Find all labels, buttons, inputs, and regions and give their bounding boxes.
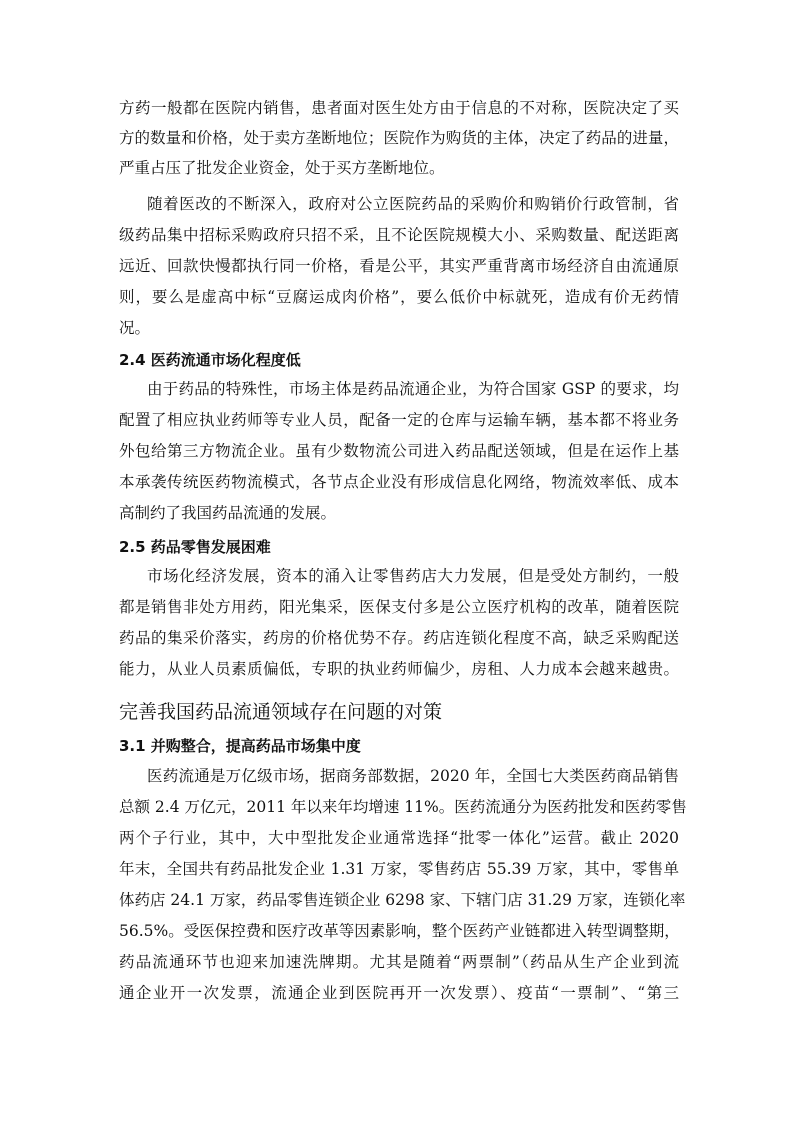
paragraph-line: 两个子行业，其中，大中型批发企业通常选择“批零一体化”运营。截止 2020 <box>119 829 679 847</box>
paragraph-line: 都是销售非处方用药，阳光集采，医保支付多是公立医疗机构的改革，随着医院 <box>119 598 679 616</box>
paragraph-line: 方药一般都在医院内销售，患者面对医生处方由于信息的不对称，医院决定了买 <box>119 99 679 117</box>
paragraph-line: 能力，从业人员素质偏低，专职的执业药师偏少，房租、人力成本会越来越贵。 <box>119 660 679 678</box>
paragraph-line: 配置了相应执业药师等专业人员，配备一定的仓库与运输车辆，基本都不将业务 <box>119 411 679 429</box>
paragraph-line: 严重占压了批发企业资金，处于买方垄断地位。 <box>119 159 445 177</box>
section-heading-3-1: 3.1 并购整合，提高药品市场集中度 <box>119 737 361 755</box>
paragraph-line: 药品流通环节也迎来加速洗牌期。尤其是随着“两票制”（药品从生产企业到流 <box>119 953 679 971</box>
paragraph-line: 况。 <box>119 319 151 337</box>
paragraph-line: 远近、回款快慢都执行同一价格，看是公平，其实严重背离市场经济自由流通原 <box>119 257 679 275</box>
paragraph-line: 医药流通是万亿级市场，据商务部数据，2020 年，全国七大类医药商品销售 <box>147 767 679 785</box>
paragraph-line: 则，要么是虚高中标“豆腐运成肉价格”，要么低价中标就死，造成有价无药情 <box>119 288 679 306</box>
paragraph-line: 体药店 24.1 万家，药品零售连锁企业 6298 家、下辖门店 31.29 万家，连锁化率 <box>119 891 686 909</box>
paragraph-line: 市场化经济发展，资本的涌入让零售药店大力发展，但是受处方制约，一般 <box>147 567 679 585</box>
paragraph-line: 随着医改的不断深入，政府对公立医院药品的采购价和购销价行政管制，省 <box>147 195 679 213</box>
paragraph-line: 药品的集采价落实，药房的价格优势不存。药店连锁化程度不高，缺乏采购配送 <box>119 629 679 647</box>
paragraph-line: 通企业开一次发票，流通企业到医院再开一次发票）、疫苗“一票制”、“第三 <box>119 984 679 1002</box>
section-heading-3: 完善我国药品流通领域存在问题的对策 <box>119 701 443 723</box>
paragraph-line: 由于药品的特殊性，市场主体是药品流通企业，为符合国家 GSP 的要求，均 <box>147 380 679 398</box>
paragraph-line: 56.5%。受医保控费和医疗改革等因素影响，整个医药产业链都进入转型调整期， <box>119 922 680 940</box>
paragraph-line: 高制约了我国药品流通的发展。 <box>119 504 337 522</box>
paragraph-line: 总额 2.4 万亿元，2011 年以来年均增速 11%。医药流通分为医药批发和医药零售 <box>119 798 687 816</box>
paragraph-line: 方的数量和价格，处于卖方垄断地位；医院作为购货的主体，决定了药品的进量， <box>119 129 679 147</box>
paragraph-line: 年末，全国共有药品批发企业 1.31 万家，零售药店 55.39 万家，其中，零售单 <box>119 860 679 878</box>
paragraph-line: 外包给第三方物流企业。虽有少数物流公司进入药品配送领域，但是在运作上基 <box>119 442 679 460</box>
section-heading-2-5: 2.5 药品零售发展困难 <box>119 538 271 556</box>
paragraph-line: 级药品集中招标采购政府只招不采，且不论医院规模大小、采购数量、配送距离 <box>119 226 679 244</box>
section-heading-2-4: 2.4 医药流通市场化程度低 <box>119 351 301 369</box>
paragraph-line: 本承袭传统医药物流模式，各节点企业没有形成信息化网络，物流效率低、成本 <box>119 473 679 491</box>
